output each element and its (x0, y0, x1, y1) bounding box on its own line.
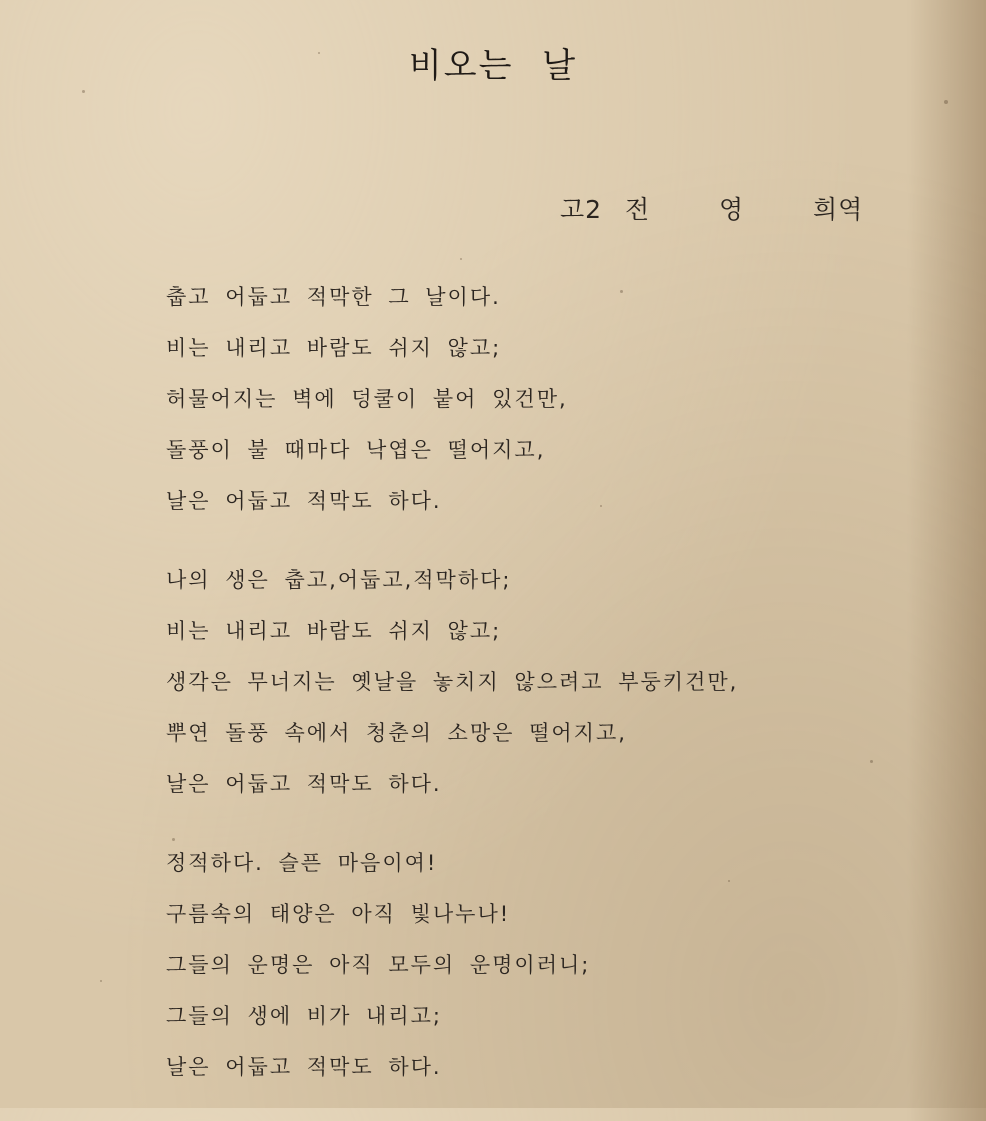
poem-line: 날은 어둡고 적막도 하다. (166, 1055, 442, 1079)
paper-speck (100, 980, 102, 982)
stanza-1 (166, 272, 926, 527)
poem-body (166, 272, 926, 1121)
poem-line: 그들의 운명은 아직 모두의 운명이러니; (166, 953, 591, 977)
stanza-2 (166, 555, 926, 810)
poem-line: 춥고 어둡고 적막한 그 날이다. (166, 285, 501, 309)
poem-line: 생각은 무너지는 옛날을 놓치지 않으려고 부둥키건만, (166, 670, 739, 694)
paper-speck (944, 100, 948, 104)
poem-line: 날은 어둡고 적막도 하다. (166, 489, 442, 513)
poem-author: 고2 전 영 희역 (560, 195, 864, 224)
stanza-3 (166, 838, 926, 1093)
poem-line: 날은 어둡고 적막도 하다. (166, 772, 442, 796)
poem-line: 뿌연 돌풍 속에서 청춘의 소망은 떨어지고, (166, 721, 627, 745)
poem-line: 구름속의 태양은 아직 빛나누나! (166, 902, 511, 926)
poem-line: 비는 내리고 바람도 쉬지 않고; (166, 336, 502, 360)
paper-speck (82, 90, 85, 93)
poem-line: 나의 생은 춥고,어둡고,적막하다; (166, 568, 512, 592)
poem-line: 비는 내리고 바람도 쉬지 않고; (166, 619, 502, 643)
poem-line: 그들의 생에 비가 내리고; (166, 1004, 442, 1028)
paper-speck (460, 258, 462, 260)
poem-line: 정적하다. 슬픈 마음이여! (166, 851, 438, 875)
poem-line: 돌풍이 불 때마다 낙엽은 떨어지고, (166, 438, 546, 462)
poem-title: 비오는 날 (408, 46, 578, 86)
poem-line: 허물어지는 벽에 덩쿨이 붙어 있건만, (166, 387, 568, 411)
